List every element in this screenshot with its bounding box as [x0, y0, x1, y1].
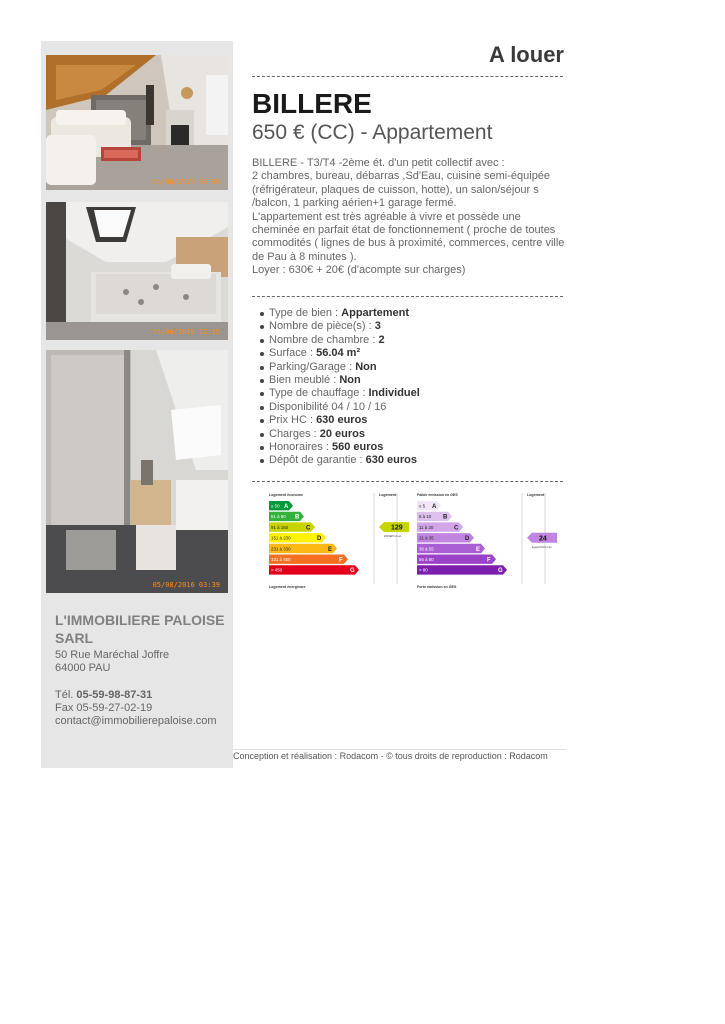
- energy-column-label: Logement: [379, 493, 397, 497]
- footer-divider: [233, 749, 566, 750]
- energy-class-range: > 450: [271, 567, 283, 573]
- energy-class-letter: F: [339, 557, 343, 564]
- energy-header: Faible émission en GES: [417, 493, 458, 497]
- agency-contact: [55, 611, 227, 728]
- energy-class-range: 11 à 20: [419, 524, 434, 530]
- energy-class-letter: C: [454, 525, 459, 532]
- energy-class-letter: A: [284, 504, 289, 510]
- energy-rating-unit: kgéqCO2/m².an: [532, 544, 552, 549]
- agency-street: 50 Rue Maréchal Joffre: [55, 649, 170, 661]
- detail-item: Type de chauffage : Individuel: [269, 387, 420, 400]
- energy-class-letter: G: [350, 568, 355, 575]
- photo-date: 05/08/2016 03:39: [152, 581, 220, 589]
- divider: [252, 296, 563, 297]
- agency-phone-number[interactable]: 05-59-98-87-31: [76, 689, 153, 701]
- living-room-photo[interactable]: [46, 55, 228, 190]
- detail-item: Nombre de chambre : 2: [269, 334, 420, 347]
- agency-city: 64000 PAU: [55, 662, 111, 674]
- detail-item: Disponibilité 04 / 10 / 16: [269, 401, 420, 414]
- description-line: L'appartement est très agréable à vivre et possède une cheminée en parfait état de fonctionnement ( proche de toutes commodités ( lignes de bus à proximité, commerces, centre ville de Pau à 8 minutes ).: [252, 210, 565, 263]
- agency-email[interactable]: contact@immobilierepaloise.com: [55, 715, 217, 727]
- energy-class-range: > 80: [419, 567, 428, 573]
- energy-class-letter: B: [295, 514, 300, 521]
- energy-class-range: 56 à 80: [419, 557, 434, 562]
- energy-class-letter: B: [443, 514, 448, 521]
- description-line: BILLERE - T3/T4 -2ème ét. d'un petit collectif avec :: [252, 157, 505, 169]
- energy-rating-labels: [267, 491, 559, 591]
- energy-class-range: 51 à 90: [271, 514, 286, 520]
- bedroom-photo[interactable]: [46, 202, 228, 340]
- page-title: A louer: [489, 42, 564, 67]
- property-details-list: [269, 307, 420, 468]
- agency-name: L'IMMOBILIERE PALOISE SARL: [55, 612, 225, 646]
- energy-class-range: 151 à 230: [271, 535, 291, 541]
- description-line: Loyer : 630€ + 20€ (d'acompte sur charges): [252, 264, 466, 277]
- energy-class-letter: C: [306, 525, 311, 532]
- agency-phone: Tél. 05-59-98-87-31: [55, 689, 153, 701]
- energy-class-range: ≤ 5: [419, 503, 426, 509]
- detail-item: Parking/Garage : Non: [269, 361, 420, 374]
- energy-class-letter: E: [328, 546, 333, 553]
- property-description: [252, 157, 567, 278]
- energy-class-bar: [417, 565, 507, 574]
- property-city: BILLERE: [252, 88, 372, 119]
- detail-item: Bien meublé : Non: [269, 374, 420, 387]
- energy-class-letter: D: [317, 536, 322, 543]
- photo-date: 05/08/2016 12:15: [152, 328, 220, 336]
- energy-class-letter: D: [465, 536, 470, 543]
- energy-class-range: 331 à 450: [271, 557, 291, 562]
- detail-item: Surface : 56.04 m²: [269, 347, 420, 360]
- energy-class-range: ≤ 50: [271, 503, 280, 509]
- energy-header: Logement économe: [269, 493, 303, 497]
- energy-class-range: 231 à 330: [271, 546, 291, 552]
- energy-class-letter: E: [476, 546, 481, 553]
- sidebar: [41, 41, 233, 768]
- energy-rating-value: 129: [391, 524, 403, 532]
- description-line: 2 chambres, bureau, débarras ,Sd'Eau, cuisine semi-équipée (réfrigérateur, plaques de cuisson, hotte), un salon/séjour s /balcon, 1 parking aérien+1 garage fermé.: [252, 170, 551, 210]
- detail-item: Nombre de pièce(s) : 3: [269, 320, 420, 333]
- photo-date: 05/08/2016 03:39: [152, 178, 220, 186]
- footer-credits: Conception et réalisation : Rodacom - © tous droits de reproduction : Rodacom: [233, 751, 548, 761]
- energy-column-label: Logement: [527, 493, 545, 497]
- energy-footer: Logement énergivore: [269, 585, 306, 589]
- agency-fax: Fax 05-59-27-02-19: [55, 702, 153, 714]
- energy-class-range: 6 à 10: [419, 514, 432, 520]
- energy-class-letter: G: [498, 568, 503, 575]
- detail-item: Honoraires : 560 euros: [269, 441, 420, 454]
- property-subtitle: 650 € (CC) - Appartement: [252, 121, 493, 144]
- detail-item: Type de bien : Appartement: [269, 307, 420, 320]
- detail-item: Dépôt de garantie : 630 euros: [269, 454, 420, 467]
- energy-class-letter: F: [487, 557, 491, 564]
- detail-item: Prix HC : 630 euros: [269, 414, 420, 427]
- bathroom-photo[interactable]: [46, 350, 228, 593]
- divider: [252, 481, 563, 482]
- energy-class-range: 21 à 35: [419, 535, 434, 541]
- energy-footer: Forte émission en GES: [417, 585, 457, 589]
- detail-item: Charges : 20 euros: [269, 428, 420, 441]
- energy-rating-value: 24: [539, 535, 547, 543]
- energy-class-bar: [269, 565, 359, 574]
- energy-class-range: 36 à 55: [419, 546, 434, 552]
- energy-class-letter: A: [432, 504, 437, 510]
- energy-rating-unit: kWhEP/m².an: [384, 534, 402, 539]
- divider: [252, 76, 563, 77]
- energy-class-range: 91 à 150: [271, 524, 289, 530]
